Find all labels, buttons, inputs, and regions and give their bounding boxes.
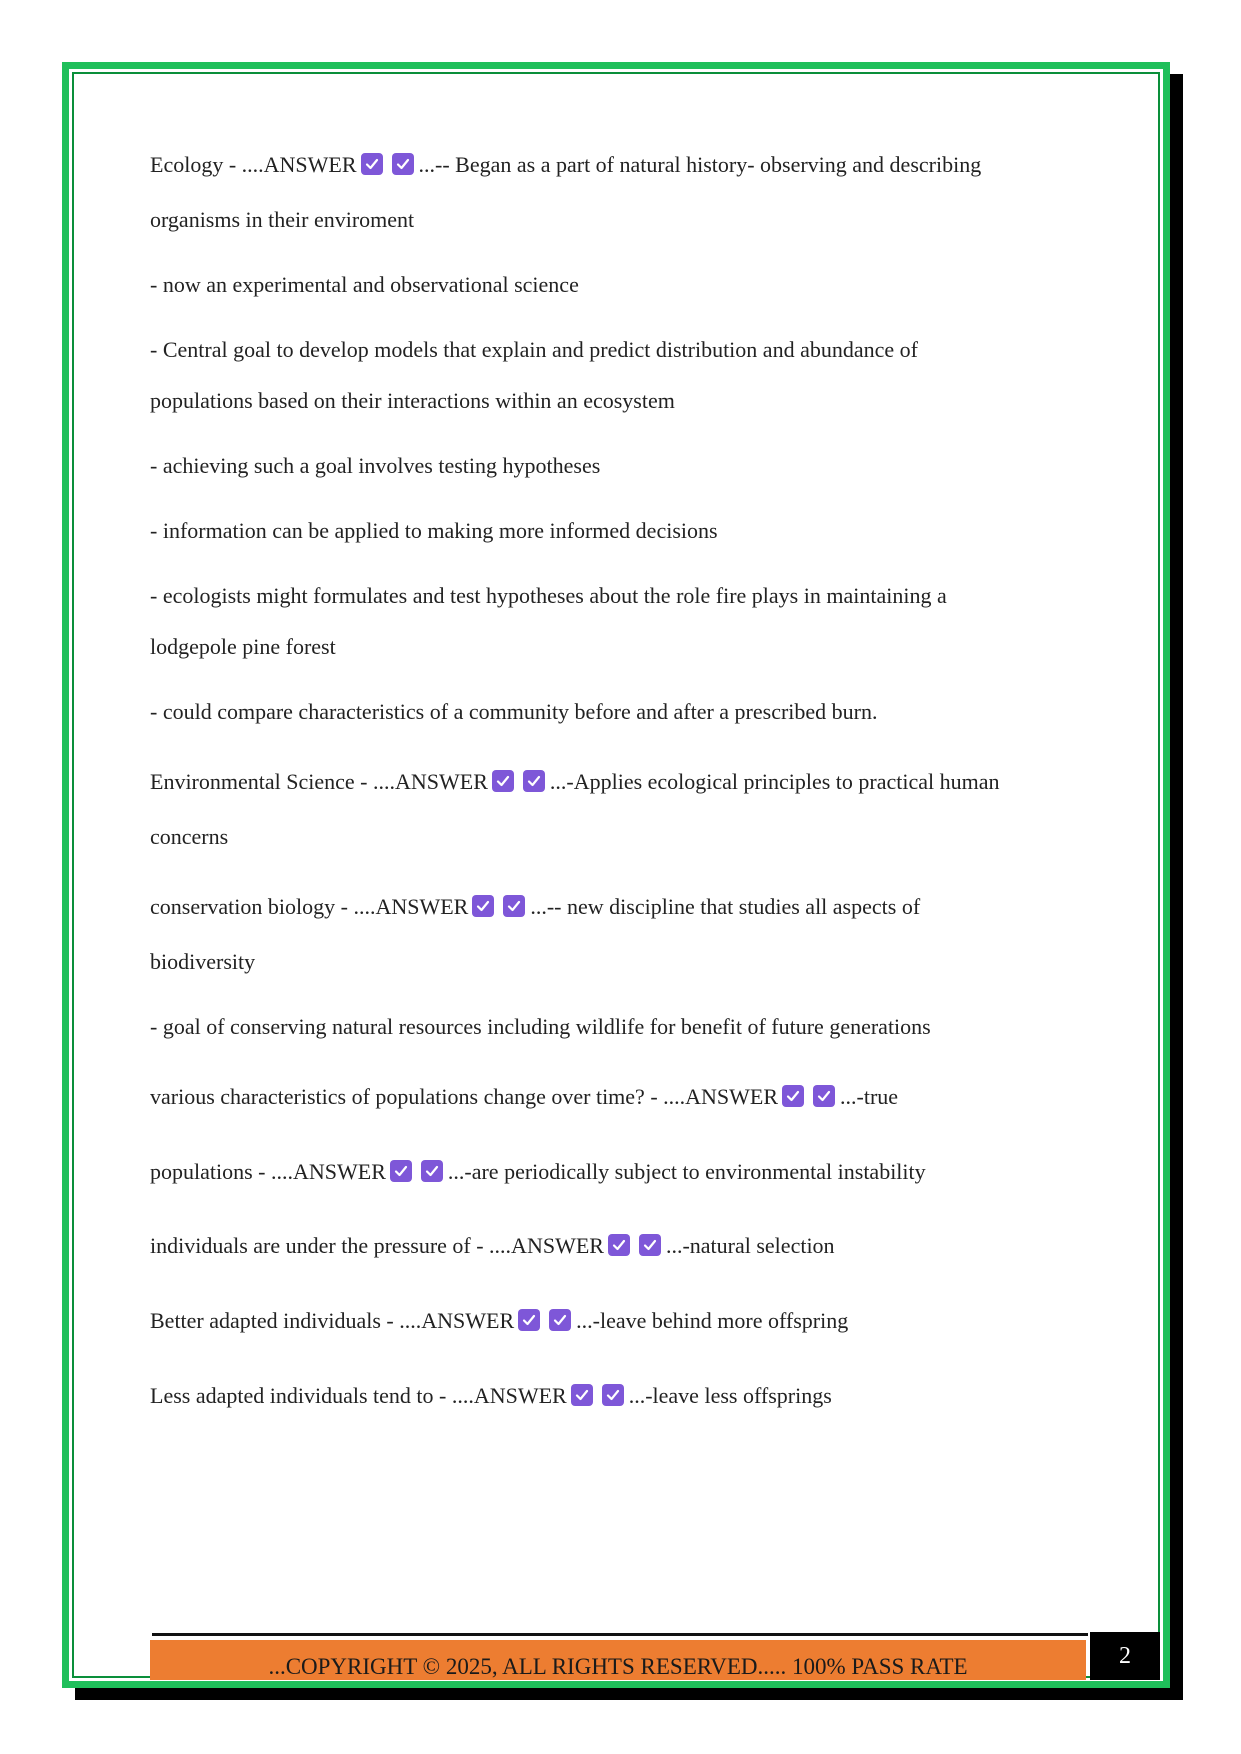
text-line: - goal of conserving natural resources including wildlife for benefit of future generations: [150, 1014, 931, 1039]
copyright-text: ...COPYRIGHT © 2025, ALL RIGHTS RESERVED..... 100% PASS RATE: [268, 1654, 968, 1679]
text-line: - Central goal to develop models that explain and predict distribution and abundance of: [150, 337, 918, 362]
entry-prefix: Ecology - ....ANSWER: [150, 152, 357, 177]
entry-line: [150, 1308, 848, 1334]
text-line: - could compare characteristics of a community before and after a prescribed burn.: [150, 699, 878, 724]
entry-answer: ...-- Began as a part of natural history- observing and describing: [418, 152, 982, 177]
check-box-icon: [518, 1309, 540, 1331]
entry-line: [150, 894, 920, 920]
entry-answer: ...-- new discipline that studies all aspects of: [530, 894, 921, 919]
text-line: lodgepole pine forest: [150, 634, 336, 659]
text-line: - information can be applied to making more informed decisions: [150, 518, 718, 543]
entry-prefix: populations - ....ANSWER: [150, 1159, 386, 1184]
entry-line: [150, 1233, 835, 1259]
entry-answer: ...-true: [840, 1084, 899, 1109]
entry-prefix: Better adapted individuals - ....ANSWER: [150, 1308, 515, 1333]
text-line: - now an experimental and observational science: [150, 272, 579, 297]
check-box-icon: [602, 1384, 624, 1406]
entry-line: [150, 769, 1000, 795]
text-line: - ecologists might formulates and test hypotheses about the role fire plays in maintaining a: [150, 583, 947, 608]
entry-line: [150, 152, 981, 178]
entry-line: [150, 1084, 898, 1110]
entry-prefix: individuals are under the pressure of - ....ANSWER: [150, 1233, 604, 1258]
check-box-icon: [390, 1160, 412, 1182]
check-box-icon: [608, 1234, 630, 1256]
check-box-icon: [503, 895, 525, 917]
check-box-icon: [813, 1085, 835, 1107]
entry-answer: ...-are periodically subject to environmental instability: [447, 1159, 926, 1184]
footer-divider: [152, 1633, 1088, 1636]
page-number: 2: [1090, 1632, 1160, 1680]
entry-answer: ...-leave behind more offspring: [576, 1308, 849, 1333]
text-line: - achieving such a goal involves testing hypotheses: [150, 453, 601, 478]
entry-answer: ...-leave less offsprings: [628, 1383, 832, 1408]
entry-prefix: Less adapted individuals tend to - ....ANSWER: [150, 1383, 567, 1408]
check-box-icon: [492, 770, 514, 792]
check-box-icon: [472, 895, 494, 917]
entry-line: [150, 1383, 832, 1409]
entry-answer: ...-Applies ecological principles to practical human: [549, 769, 1000, 794]
text-line: organisms in their enviroment: [150, 207, 415, 232]
page-frame: [62, 62, 1170, 1688]
check-box-icon: [421, 1160, 443, 1182]
entry-prefix: conservation biology - ....ANSWER: [150, 894, 469, 919]
check-box-icon: [392, 153, 414, 175]
entry-line: [150, 1159, 926, 1185]
check-box-icon: [361, 153, 383, 175]
check-box-icon: [782, 1085, 804, 1107]
check-box-icon: [549, 1309, 571, 1331]
entry-prefix: Environmental Science - ....ANSWER: [150, 769, 488, 794]
text-line: biodiversity: [150, 949, 256, 974]
check-box-icon: [639, 1234, 661, 1256]
entry-answer: ...-natural selection: [665, 1233, 835, 1258]
check-box-icon: [523, 770, 545, 792]
check-box-icon: [571, 1384, 593, 1406]
footer-bar: [150, 1640, 1086, 1680]
text-line: populations based on their interactions within an ecosystem: [150, 388, 675, 413]
text-line: concerns: [150, 824, 229, 849]
entry-prefix: various characteristics of populations change over time? - ....ANSWER: [150, 1084, 779, 1109]
